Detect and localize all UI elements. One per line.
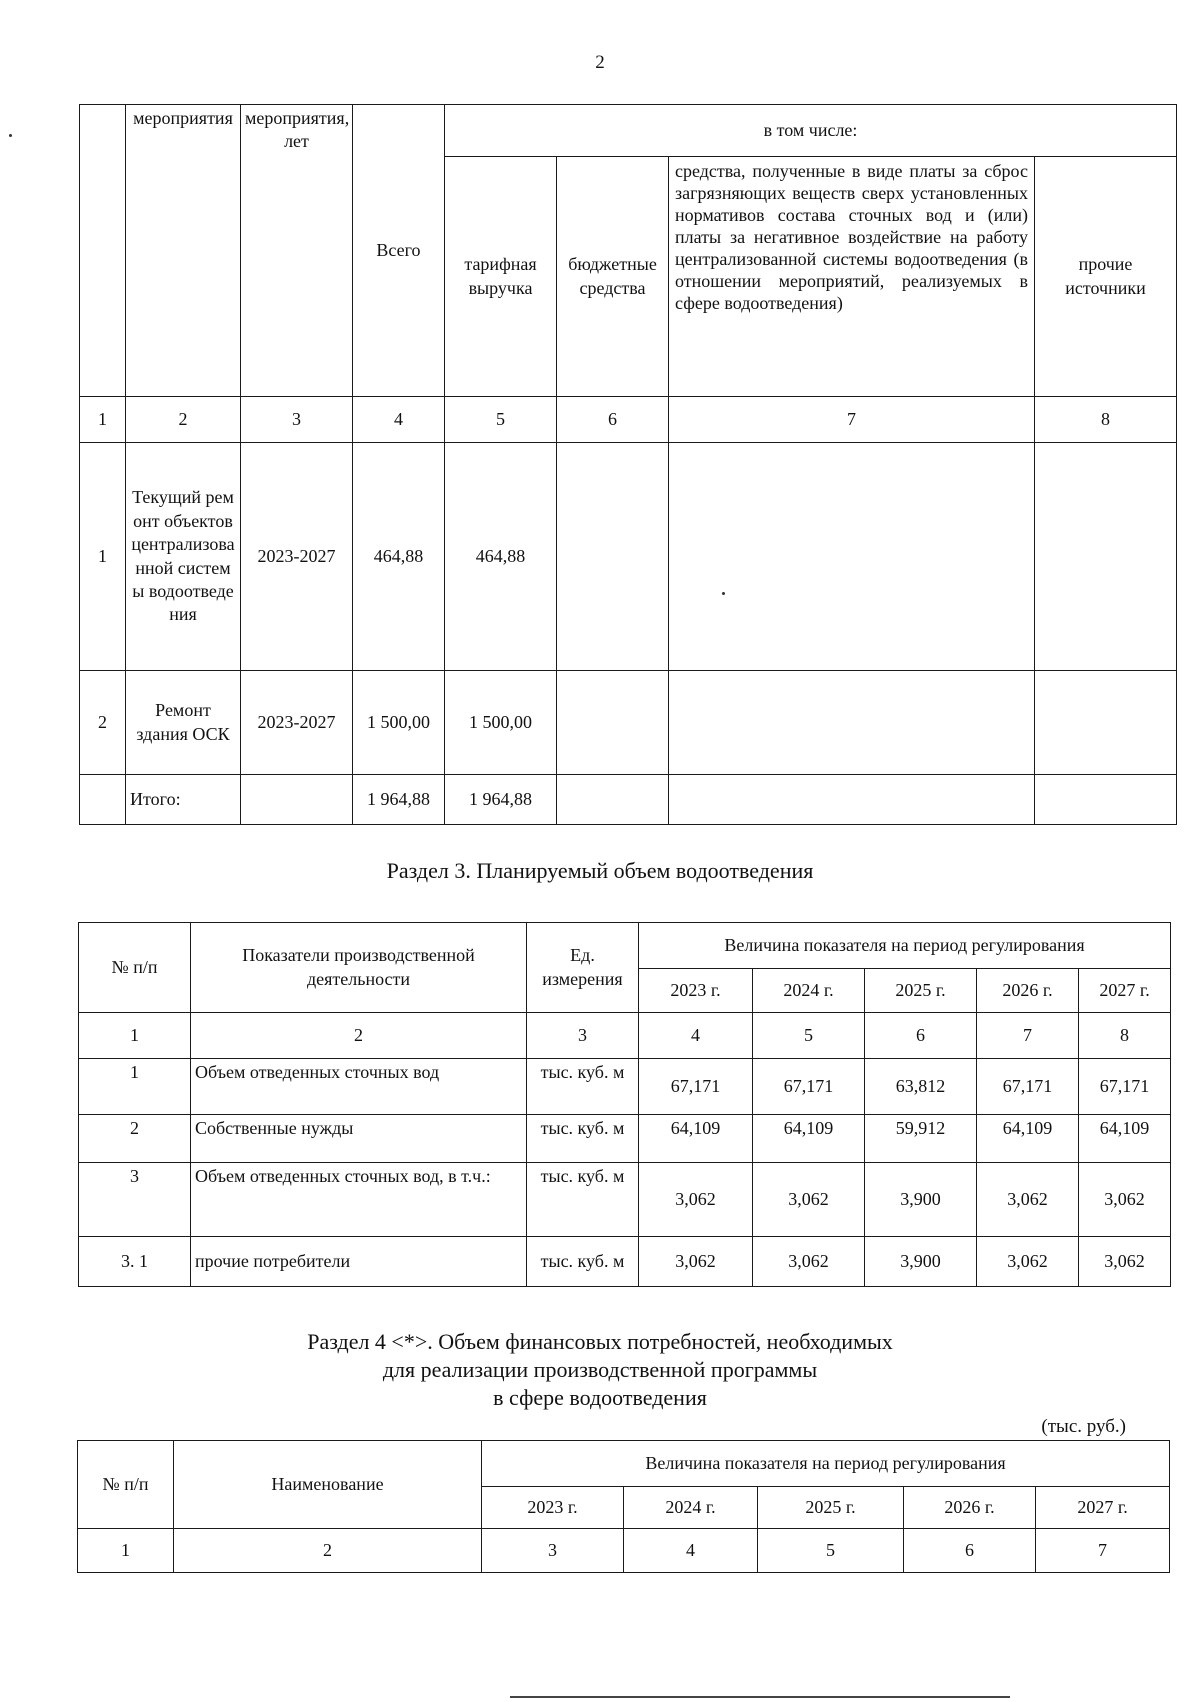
total-row xyxy=(80,775,1177,825)
header-period-group: Величина показателя на период регулирования xyxy=(482,1441,1170,1487)
row-num: 1 xyxy=(79,1059,191,1115)
total-value: 1 964,88 xyxy=(353,775,445,825)
header-period-group: Величина показателя на период регулирования xyxy=(639,923,1171,969)
row-value: 3,062 xyxy=(753,1163,865,1237)
header-num: № п/п xyxy=(79,923,191,1013)
row-value: 67,171 xyxy=(639,1059,753,1115)
header-year: 2023 г. xyxy=(639,969,753,1013)
colnum: 3 xyxy=(241,397,353,443)
row-value: 67,171 xyxy=(977,1059,1079,1115)
colnum: 3 xyxy=(482,1529,624,1573)
section4-title-line3: в сфере водоотведения xyxy=(493,1385,707,1410)
units-label: (тыс. руб.) xyxy=(1041,1416,1126,1437)
row-other xyxy=(1035,671,1177,775)
total-label: Итого: xyxy=(126,775,241,825)
header-year: 2026 г. xyxy=(977,969,1079,1013)
row-budget xyxy=(557,443,669,671)
colnum: 3 xyxy=(527,1013,639,1059)
row-name: Ремонт здания ОСК xyxy=(126,671,241,775)
colnum: 4 xyxy=(639,1013,753,1059)
colnum: 1 xyxy=(80,397,126,443)
header-year: 2024 г. xyxy=(753,969,865,1013)
colnum: 5 xyxy=(445,397,557,443)
row-value: 3,900 xyxy=(865,1237,977,1287)
row-unit: тыс. куб. м xyxy=(527,1237,639,1287)
colnum: 8 xyxy=(1079,1013,1171,1059)
row-value: 3,062 xyxy=(753,1237,865,1287)
header-year: 2027 г. xyxy=(1036,1487,1170,1529)
row-value: 3,062 xyxy=(977,1237,1079,1287)
row-name: Собственные нужды xyxy=(191,1115,527,1163)
scan-speck xyxy=(722,592,725,595)
header-name: Наименование xyxy=(174,1441,482,1529)
row-tariff: 464,88 xyxy=(445,443,557,671)
row-name: Текущий ремонт объектов централизованной системы водоотведения xyxy=(126,443,241,671)
row-num: 2 xyxy=(79,1115,191,1163)
table-row xyxy=(79,1059,1171,1115)
table-row xyxy=(80,671,1177,775)
table-row xyxy=(79,1237,1171,1287)
row-value: 64,109 xyxy=(753,1115,865,1163)
row-value: 64,109 xyxy=(639,1115,753,1163)
total-other xyxy=(1035,775,1177,825)
header-num: № п/п xyxy=(78,1441,174,1529)
row-period: 2023-2027 xyxy=(241,671,353,775)
colnum: 8 xyxy=(1035,397,1177,443)
row-value: 3,062 xyxy=(1079,1237,1171,1287)
colnum: 4 xyxy=(624,1529,758,1573)
row-total: 1 500,00 xyxy=(353,671,445,775)
section3-title: Раздел 3. Планируемый объем водоотведения xyxy=(386,858,814,883)
header-year: 2026 г. xyxy=(904,1487,1036,1529)
section4-title-line1: Раздел 4 <*>. Объем финансовых потребностей, необходимых xyxy=(307,1329,893,1354)
header-including: в том числе: xyxy=(445,105,1177,157)
header-tariff: тарифная выручка xyxy=(445,157,557,397)
row-budget xyxy=(557,671,669,775)
colnum: 7 xyxy=(669,397,1035,443)
row-period: 2023-2027 xyxy=(241,443,353,671)
header-year: 2025 г. xyxy=(758,1487,904,1529)
header-indicator: Показатели производственной деятельности xyxy=(191,923,527,1013)
row-value: 67,171 xyxy=(753,1059,865,1115)
colnum: 1 xyxy=(78,1529,174,1573)
row-other xyxy=(1035,443,1177,671)
table-row xyxy=(80,443,1177,671)
colnum: 6 xyxy=(865,1013,977,1059)
row-name: Объем отведенных сточных вод xyxy=(191,1059,527,1115)
total-period xyxy=(241,775,353,825)
row-unit: тыс. куб. м xyxy=(527,1115,639,1163)
row-value: 3,900 xyxy=(865,1163,977,1237)
bottom-rule xyxy=(510,1696,1010,1698)
colnum: 5 xyxy=(758,1529,904,1573)
total-budget xyxy=(557,775,669,825)
colnum: 2 xyxy=(174,1529,482,1573)
colnum: 6 xyxy=(904,1529,1036,1573)
row-num: 1 xyxy=(80,443,126,671)
row-total: 464,88 xyxy=(353,443,445,671)
row-value: 3,062 xyxy=(639,1163,753,1237)
colnum: 2 xyxy=(126,397,241,443)
row-fees xyxy=(669,671,1035,775)
row-unit: тыс. куб. м xyxy=(527,1059,639,1115)
header-activity: мероприятия xyxy=(126,105,241,397)
colnum: 7 xyxy=(1036,1529,1170,1573)
header-year: 2025 г. xyxy=(865,969,977,1013)
total-fees xyxy=(669,775,1035,825)
row-value: 3,062 xyxy=(639,1237,753,1287)
total-tariff: 1 964,88 xyxy=(445,775,557,825)
colnum: 6 xyxy=(557,397,669,443)
row-value: 63,812 xyxy=(865,1059,977,1115)
total-num xyxy=(80,775,126,825)
row-value: 3,062 xyxy=(1079,1163,1171,1237)
header-year: 2024 г. xyxy=(624,1487,758,1529)
row-value: 64,109 xyxy=(977,1115,1079,1163)
header-year: 2023 г. xyxy=(482,1487,624,1529)
header-num xyxy=(80,105,126,397)
header-period: мероприятия, лет xyxy=(241,105,353,397)
row-num: 3 xyxy=(79,1163,191,1237)
colnum: 7 xyxy=(977,1013,1079,1059)
row-name: прочие потребители xyxy=(191,1237,527,1287)
row-num: 2 xyxy=(80,671,126,775)
table-row xyxy=(79,1163,1171,1237)
scan-speck xyxy=(9,134,12,137)
row-unit: тыс. куб. м xyxy=(527,1163,639,1237)
row-value: 3,062 xyxy=(977,1163,1079,1237)
row-fees xyxy=(669,443,1035,671)
header-budget: бюджетные средства xyxy=(557,157,669,397)
header-fees: средства, полученные в виде платы за сброс загрязняющих веществ сверх установленных нормативов состава сточных вод и (или) платы за негативное воздействие на работу централизованной системы водоотведения (в отношении мероприятий, реализуемых в сфере водоотведения) xyxy=(669,157,1035,397)
section4-title-line2: для реализации производственной программы xyxy=(382,1357,818,1382)
header-year: 2027 г. xyxy=(1079,969,1171,1013)
row-value: 67,171 xyxy=(1079,1059,1171,1115)
finance-table xyxy=(77,1440,1170,1573)
activities-table xyxy=(79,104,1177,825)
row-value: 59,912 xyxy=(865,1115,977,1163)
row-value: 64,109 xyxy=(1079,1115,1171,1163)
page-number: 2 xyxy=(595,52,605,73)
colnum: 2 xyxy=(191,1013,527,1059)
colnum: 5 xyxy=(753,1013,865,1059)
header-total: Всего xyxy=(353,105,445,397)
header-other: прочие источники xyxy=(1035,157,1177,397)
row-num: 3. 1 xyxy=(79,1237,191,1287)
row-name: Объем отведенных сточных вод, в т.ч.: xyxy=(191,1163,527,1237)
colnum: 4 xyxy=(353,397,445,443)
volume-table xyxy=(78,922,1171,1287)
table-row xyxy=(79,1115,1171,1163)
row-tariff: 1 500,00 xyxy=(445,671,557,775)
colnum: 1 xyxy=(79,1013,191,1059)
header-unit: Ед. измерения xyxy=(527,923,639,1013)
